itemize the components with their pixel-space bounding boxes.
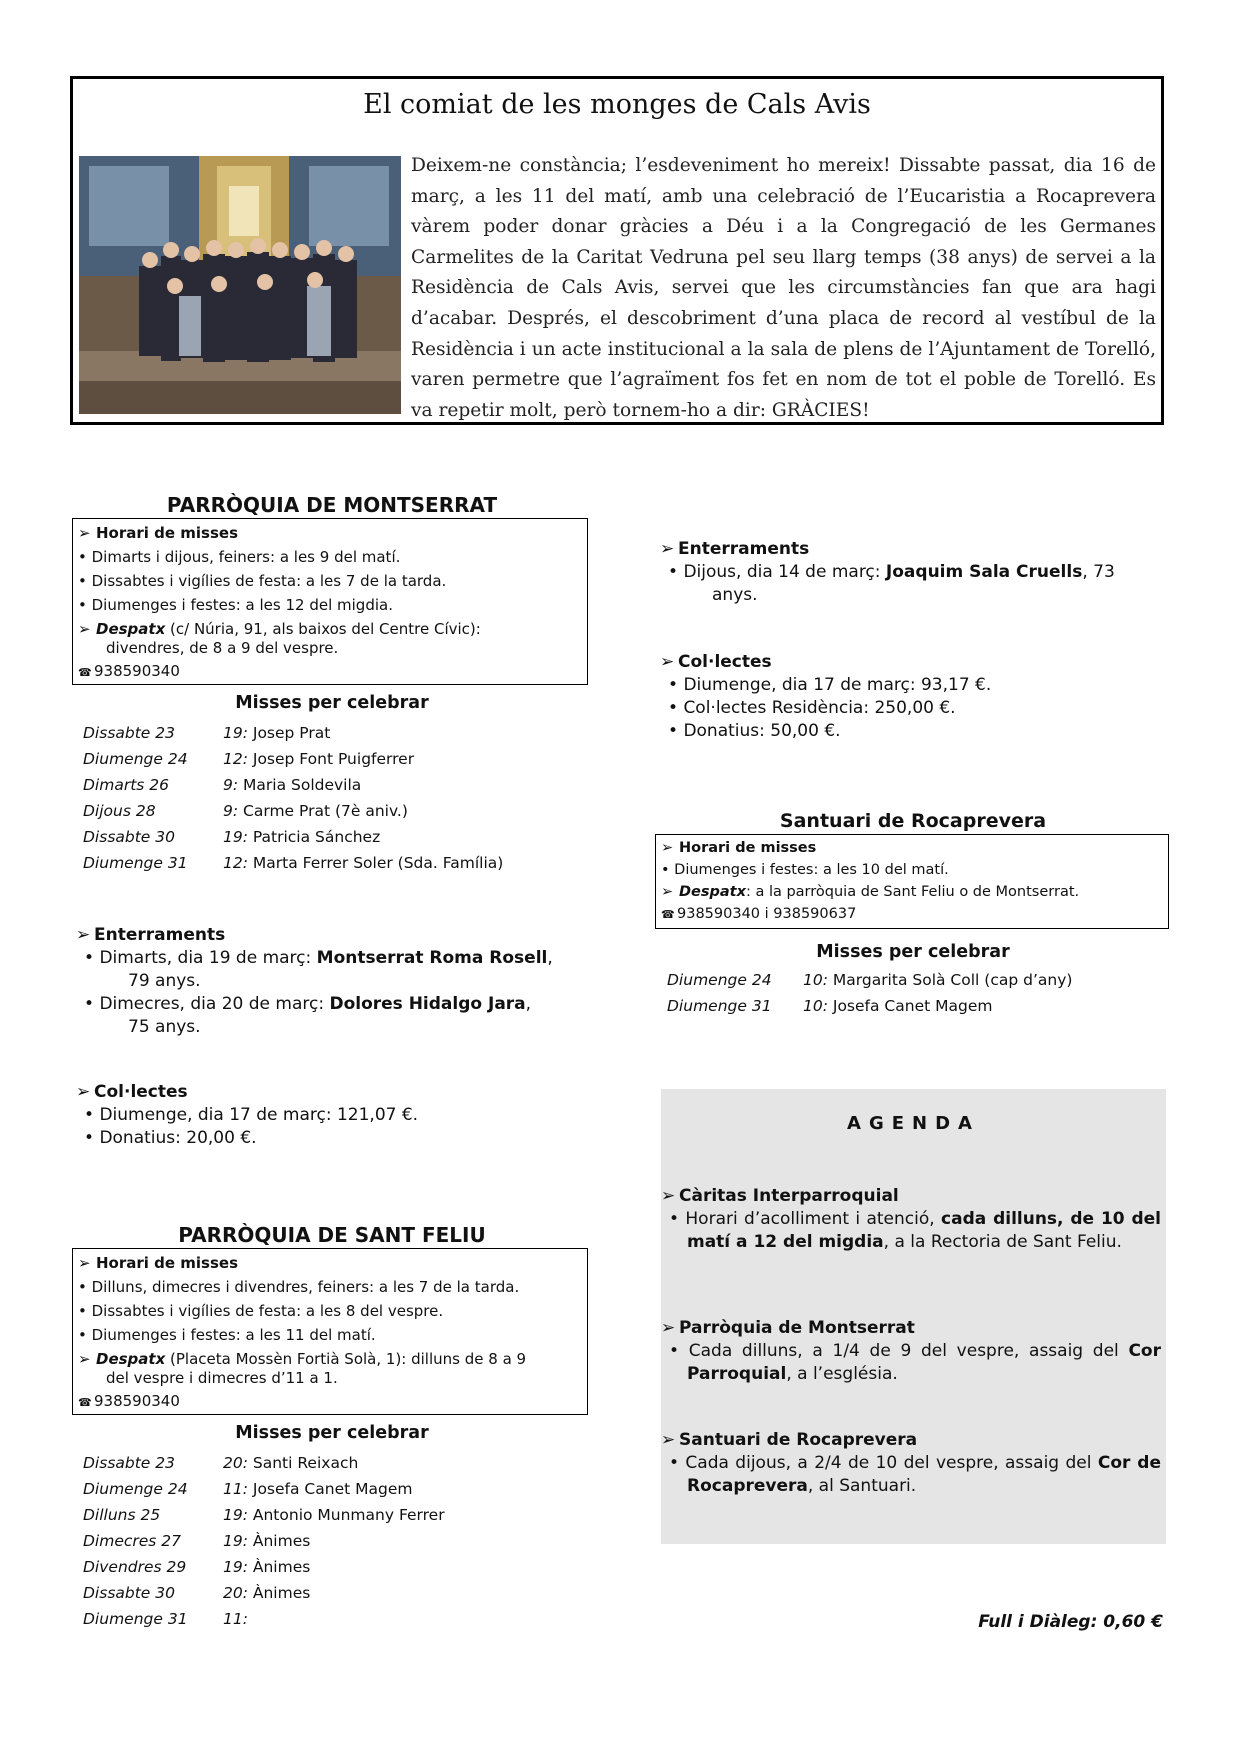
arrow-bullet-icon: ➢	[78, 1350, 91, 1368]
collection-item: • Diumenge, dia 17 de març: 93,17 €.	[668, 675, 992, 695]
burial-item: • Dimarts, dia 19 de març: Montserrat Roma Rosell, 79 anys.	[84, 948, 553, 991]
mass-time: 19:	[223, 1506, 248, 1524]
mass-day: Dissabte 30	[83, 1584, 175, 1602]
mass-row	[83, 1606, 593, 1632]
mass-time: 9:	[223, 802, 239, 820]
office-address: : a la parròquia de Sant Feliu o de Montserrat.	[745, 884, 1080, 900]
collections-title: Col·lectes	[678, 652, 772, 672]
santfeliu-masses-list	[83, 1450, 593, 1632]
agenda-item-title: Parròquia de Montserrat	[679, 1318, 915, 1338]
phone-number: 938590340 i 938590637	[677, 906, 857, 922]
mass-day: Dimecres 27	[83, 1532, 182, 1550]
phone-icon: ☎	[78, 666, 92, 679]
agenda-item-title: Santuari de Rocaprevera	[679, 1430, 918, 1450]
mass-day: Dissabte 30	[83, 828, 175, 846]
agenda-title: AGENDA	[847, 1113, 980, 1134]
schedule-item: Dimarts i dijous, feiners: a les 9 del matí.	[91, 548, 401, 566]
arrow-bullet-icon: ➢	[661, 1318, 676, 1338]
mass-time: 12:	[223, 854, 248, 872]
rocaprevera-schedule-box: ➢ Horari de misses • Diumenges i festes: a les 10 del matí. ➢ Despatx: a la parròquia de Sant Feliu o de Montserrat. ☎ 938590340 i 938590637	[655, 834, 1169, 929]
collection-item: • Col·lectes Residència: 250,00 €.	[668, 698, 956, 718]
santfeliu-schedule-box: ➢ Horari de misses • Dilluns, dimecres i divendres, feiners: a les 7 de la tarda. • Dissabtes i vigílies de festa: a les 8 del vespre. • Diumenges i festes: a les 11 del matí. ➢ Despatx (Placeta Mossèn Fortià Solà, 1): dilluns de 8 a 9 del vespre i dimecres d’11 a 1. ☎ 938590340	[72, 1248, 588, 1415]
collections-title: Col·lectes	[94, 1082, 188, 1102]
mass-row	[83, 1502, 593, 1528]
mass-row	[83, 1580, 593, 1606]
mass-intention: Ànimes	[247, 1584, 311, 1602]
mass-row	[667, 967, 1167, 993]
schedule-header: Horari de misses	[96, 524, 239, 542]
collection-item: • Donatius: 20,00 €.	[84, 1128, 257, 1148]
mass-row	[83, 772, 593, 798]
burial-item: • Dijous, dia 14 de març: Joaquim Sala Cruells, 73 anys.	[668, 562, 1115, 605]
burials-title: Enterraments	[94, 925, 226, 945]
mass-time: 11:	[223, 1480, 248, 1498]
montserrat-collections	[76, 1081, 596, 1150]
mass-row	[83, 746, 593, 772]
mass-row	[83, 1554, 593, 1580]
schedule-item: Dilluns, dimecres i divendres, feiners: a les 7 de la tarda.	[91, 1278, 520, 1296]
arrow-bullet-icon: ➢	[660, 652, 675, 672]
mass-row	[83, 720, 593, 746]
mass-intention: Josefa Canet Magem	[827, 997, 993, 1015]
montserrat-masses-title: Misses per celebrar	[235, 693, 429, 713]
group-photo	[79, 156, 401, 414]
arrow-bullet-icon: ➢	[660, 539, 675, 559]
mass-day: Diumenge 24	[83, 1480, 188, 1498]
santfeliu-masses-title: Misses per celebrar	[235, 1423, 429, 1443]
phone-icon: ☎	[78, 1396, 92, 1409]
right-burials	[660, 538, 1170, 607]
mass-intention: Maria Soldevila	[238, 776, 362, 794]
schedule-header: Horari de misses	[96, 1254, 239, 1272]
agenda-item-title: Càritas Interparroquial	[679, 1186, 899, 1206]
schedule-item: Diumenges i festes: a les 11 del matí.	[91, 1326, 376, 1344]
mass-day: Dissabte 23	[83, 724, 175, 742]
mass-row	[667, 993, 1167, 1019]
mass-intention: Antonio Munmany Ferrer	[247, 1506, 445, 1524]
arrow-bullet-icon: ➢	[76, 1082, 91, 1102]
agenda-item: ➢ Càritas Interparroquial • Horari d’acolliment i atenció, cada dilluns, de 10 del matí a 12 del migdia, a la Rectoria de Sant Feliu.	[661, 1186, 1161, 1252]
arrow-bullet-icon: ➢	[78, 1254, 91, 1272]
mass-time: 19:	[223, 828, 248, 846]
rocaprevera-title: Santuari de Rocaprevera	[779, 810, 1047, 832]
article-body: Deixem-ne constància; l’esdeveniment ho mereix! Dissabte passat, dia 16 de març, a les 11 del matí, amb una celebració de l’Eucaristia a Rocaprevera vàrem poder donar gràcies a Déu i a la Congregació de les Germanes Carmelites de la Caritat Vedruna pel seu llarg temps (38 anys) de servei a la Residència de Cals Avis, servei que les circumstàncies fan que ara hagi d’acabar. Després, el descobriment d’una placa de record al vestíbul de la Residència i un acte institucional a la sala de plens de l’Ajuntament de Torelló, varen permetre que l’agraïment fos fet en nom de tot el poble de Torelló. Es va repetir molt, però tornem-ho a dir: GRÀCIES!	[411, 155, 1156, 421]
agenda-box	[661, 1089, 1166, 1544]
mass-time: 19:	[223, 1532, 248, 1550]
article-title: El comiat de les monges de Cals Avis	[363, 89, 871, 120]
mass-row	[83, 850, 593, 876]
office-label: Despatx	[96, 620, 166, 638]
montserrat-burials	[76, 924, 596, 1039]
arrow-bullet-icon: ➢	[661, 1430, 676, 1450]
mass-day: Diumenge 24	[667, 971, 772, 989]
mass-time: 19:	[223, 1558, 248, 1576]
mass-day: Diumenge 31	[83, 854, 188, 872]
arrow-bullet-icon: ➢	[76, 925, 91, 945]
article-box	[70, 76, 1164, 425]
agenda-item: ➢ Parròquia de Montserrat • Cada dilluns, a 1/4 de 9 del vespre, assaig del Cor Parroquial, a l’església.	[661, 1318, 1161, 1384]
montserrat-masses-list	[83, 720, 593, 876]
schedule-item: Diumenges i festes: a les 12 del migdia.	[91, 596, 393, 614]
phone-number: 938590340	[94, 662, 180, 680]
mass-row	[83, 1528, 593, 1554]
burial-item: • Dimecres, dia 20 de març: Dolores Hidalgo Jara, 75 anys.	[84, 994, 532, 1037]
mass-intention: Santi Reixach	[247, 1454, 359, 1472]
mass-day: Diumenge 31	[667, 997, 772, 1015]
mass-time: 12:	[223, 750, 248, 768]
mass-intention: Patricia Sánchez	[247, 828, 381, 846]
rocaprevera-masses-list	[667, 967, 1167, 1019]
mass-intention: Josefa Canet Magem	[247, 1480, 413, 1498]
schedule-item: Dissabtes i vigílies de festa: a les 8 del vespre.	[91, 1302, 444, 1320]
mass-time: 20:	[223, 1454, 248, 1472]
phone-number: 938590340	[94, 1392, 180, 1410]
mass-row	[83, 1450, 593, 1476]
office-label: Despatx	[96, 1350, 166, 1368]
mass-day: Diumenge 31	[83, 1610, 188, 1628]
office-address: (c/ Núria, 91, als baixos del Centre Cívic):	[165, 620, 481, 638]
mass-time: 10:	[803, 971, 828, 989]
mass-intention: Carme Prat (7è aniv.)	[238, 802, 408, 820]
arrow-bullet-icon: ➢	[661, 1186, 676, 1206]
mass-day: Dilluns 25	[83, 1506, 161, 1524]
schedule-item: Dissabtes i vigílies de festa: a les 7 de la tarda.	[91, 572, 447, 590]
schedule-header: Horari de misses	[679, 840, 817, 856]
right-collections	[660, 651, 1170, 743]
arrow-bullet-icon: ➢	[661, 884, 674, 900]
mass-time: 11:	[223, 1610, 248, 1628]
mass-intention: Marta Ferrer Soler (Sda. Família)	[247, 854, 504, 872]
mass-time: 9:	[223, 776, 239, 794]
mass-day: Dimarts 26	[83, 776, 170, 794]
mass-row	[83, 798, 593, 824]
montserrat-schedule-box: ➢ Horari de misses • Dimarts i dijous, feiners: a les 9 del matí. • Dissabtes i vigílies de festa: a les 7 de la tarda. • Diumenges i festes: a les 12 del migdia. ➢ Despatx (c/ Núria, 91, als baixos del Centre Cívic): divendres, de 8 a 9 del vespre. ☎ 938590340	[72, 518, 588, 685]
collection-item: • Diumenge, dia 17 de març: 121,07 €.	[84, 1105, 419, 1125]
mass-row	[83, 824, 593, 850]
mass-intention: Josep Prat	[247, 724, 331, 742]
arrow-bullet-icon: ➢	[78, 524, 91, 542]
office-address: (Placeta Mossèn Fortià Solà, 1): dilluns de 8 a 9	[165, 1350, 527, 1368]
montserrat-title: PARRÒQUIA DE MONTSERRAT	[166, 493, 498, 517]
mass-day: Dissabte 23	[83, 1454, 175, 1472]
mass-day: Dijous 28	[83, 802, 156, 820]
office-label: Despatx	[679, 884, 746, 900]
phone-icon: ☎	[661, 908, 675, 921]
mass-day: Divendres 29	[83, 1558, 187, 1576]
office-hours: divendres, de 8 a 9 del vespre.	[106, 639, 339, 657]
mass-time: 19:	[223, 724, 248, 742]
mass-row	[83, 1476, 593, 1502]
mass-time: 10:	[803, 997, 828, 1015]
schedule-item: Diumenges i festes: a les 10 del matí.	[674, 862, 949, 878]
rocaprevera-masses-title: Misses per celebrar	[816, 942, 1010, 962]
mass-intention: Margarita Solà Coll (cap d’any)	[827, 971, 1073, 989]
mass-intention: Ànimes	[247, 1532, 311, 1550]
mass-intention: Josep Font Puigferrer	[247, 750, 415, 768]
footer-price: Full i Diàleg: 0,60 €	[978, 1612, 1163, 1632]
santfeliu-title: PARRÒQUIA DE SANT FELIU	[178, 1223, 486, 1247]
agenda-item: ➢ Santuari de Rocaprevera • Cada dijous, a 2/4 de 10 del vespre, assaig del Cor de Rocaprevera, al Santuari.	[661, 1430, 1161, 1496]
collection-item: • Donatius: 50,00 €.	[668, 721, 841, 741]
mass-intention: Ànimes	[247, 1558, 311, 1576]
office-hours: del vespre i dimecres d’11 a 1.	[106, 1369, 338, 1387]
burials-title: Enterraments	[678, 539, 810, 559]
arrow-bullet-icon: ➢	[78, 620, 91, 638]
mass-time: 20:	[223, 1584, 248, 1602]
arrow-bullet-icon: ➢	[661, 840, 674, 856]
mass-day: Diumenge 24	[83, 750, 188, 768]
